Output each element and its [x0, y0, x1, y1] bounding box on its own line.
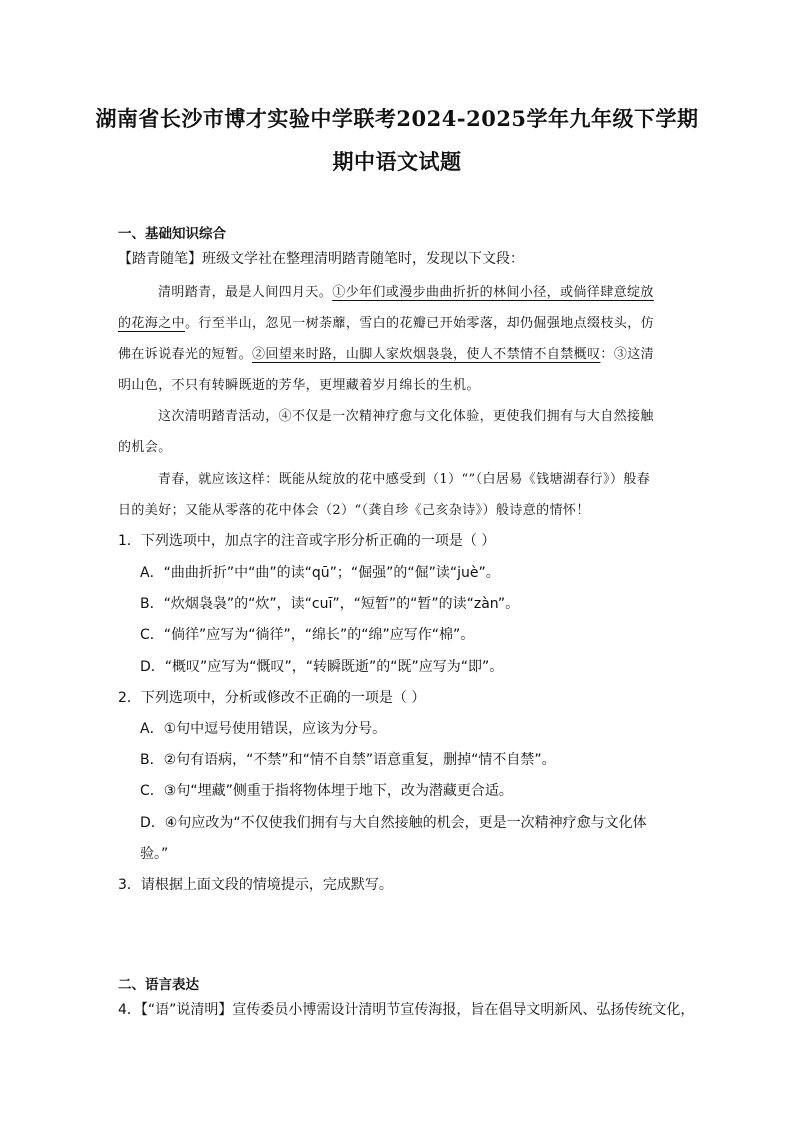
passage-para3-line2: 日的美好；又能从零落的花中体会（2）“（龚自珍《己亥杂诗》）般诗意的情怀！ [118, 503, 590, 518]
question-2-option-a: A．①句中逗号使用错误，应该为分号。 [140, 721, 387, 737]
question-1-option-c: C．“倘徉”应写为“徜徉”，“绵长”的“绵”应写作“棉”。 [140, 627, 475, 643]
passage-text: ：③这清 [600, 347, 655, 362]
question-2-stem: 2．下列选项中，分析或修改不正确的一项是（ ） [118, 690, 426, 706]
question-2-option-b: B．②句有语病，“不禁”和“情不自禁”语意重复，删掉“情不自禁”。 [140, 752, 556, 768]
passage-text: 佛在诉说春光的短暂。 [118, 347, 253, 362]
passage-para1-line2 [118, 312, 654, 331]
section-heading-language-expression: 二、语言表达 [118, 977, 199, 993]
question-2-option-d-cont: 验。” [140, 846, 169, 862]
question-1-option-d: D．“概叹”应写为“慨叹”，“转瞬既逝”的“既”应写为“即”。 [140, 659, 504, 675]
underlined-sentence-2: ②回望来时路，山脚人家炊烟袅袅，使人不禁情不自禁概叹 [252, 347, 601, 362]
passage-intro: 【踏青随笔】班级文学社在整理清明踏青随笔时，发现以下文段： [118, 251, 524, 267]
underlined-sentence-1: ①少年们或漫步曲曲折折的林间小径，或倘徉肆意绽放 [332, 285, 654, 300]
question-2-option-c: C．③句“埋藏”侧重于指将物体埋于地下，改为潜藏更合适。 [140, 783, 513, 799]
passage-para3-line1: 青春，就应该这样：既能从绽放的花中感受到（1）“”（白居易《钱塘湖春行》）般春 [158, 472, 651, 487]
passage-para2-line2: 的机会。 [118, 440, 172, 455]
passage-text: 。行至半山，忽见一树荼蘼，雪白的花瓣已开始零落，却仍倔强地点缀枝头，仿 [185, 316, 655, 331]
section-heading-basic-knowledge: 一、基础知识综合 [118, 226, 226, 242]
passage-text: 清明踏青，最是人间四月天。 [158, 285, 333, 300]
question-4-stem: 4．【“语”说清明】宣传委员小博需设计清明节宣传海报，旨在倡导文明新风、弘扬传统文化， [118, 1002, 695, 1018]
question-1-option-b: B．“炊烟袅袅”的“炊”，读“cuī”，“短暂”的“暂”的读“zàn”。 [140, 596, 520, 612]
passage-para2-line1: 这次清明踏青活动，④不仅是一次精神疗愈与文化体验，更使我们拥有与大自然接触 [158, 409, 654, 424]
question-1-stem: 1．下列选项中，加点字的注音或字形分析正确的一项是（ ） [118, 533, 496, 549]
document-subtitle: 期中语文试题 [332, 149, 462, 174]
underlined-sentence-1-end: 的花海之中 [118, 316, 186, 331]
question-2-option-d: D．④句应改为“不仅使我们拥有与大自然接触的机会，更是一次精神疗愈与文化体 [140, 815, 647, 831]
passage-para1-line1 [158, 281, 654, 300]
document-title: 湖南省长沙市博才实验中学联考2024-2025学年九年级下学期 [95, 106, 699, 131]
question-3-stem: 3．请根据上面文段的情境提示，完成默写。 [118, 877, 393, 893]
passage-para1-line4: 明山色，不只有转瞬既逝的芳华，更埋藏着岁月绵长的生机。 [118, 378, 480, 393]
passage-para1-line3 [118, 343, 654, 362]
question-1-option-a: A．“曲曲折折”中“曲”的读“qū”；“倔强”的“倔”读“juè”。 [140, 565, 500, 581]
